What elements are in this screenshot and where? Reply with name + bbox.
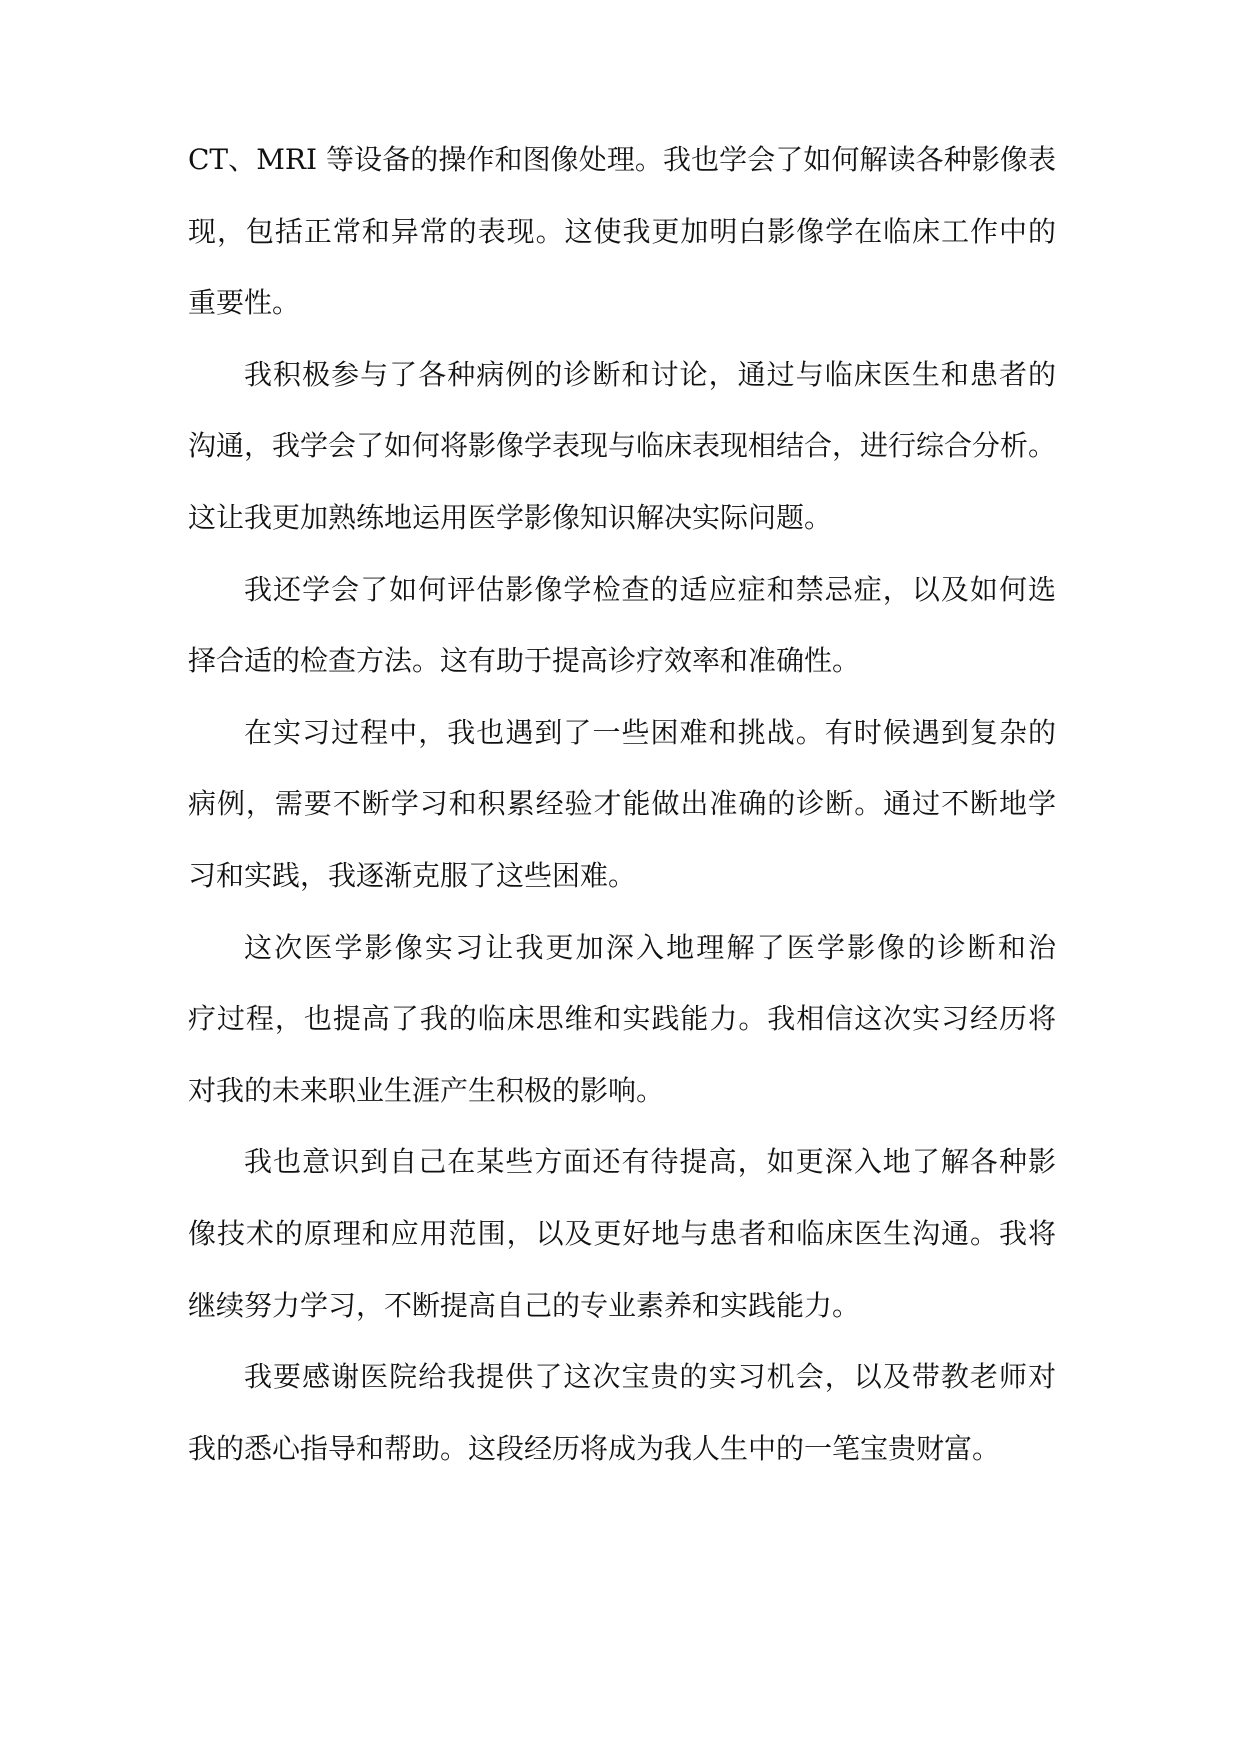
text-line: 择合适的检查方法。这有助于提高诊疗效率和准确性。 bbox=[188, 644, 861, 678]
body-text bbox=[188, 144, 1056, 1504]
text-line: 现，包括正常和异常的表现。这使我更加明白影像学在临床工作中的 bbox=[188, 214, 1056, 248]
text-line: 这让我更加熟练地运用医学影像知识解决实际问题。 bbox=[188, 500, 833, 534]
paragraph-first-line: 我要感谢医院给我提供了这次宝贵的实习机会，以及带教老师对 bbox=[244, 1360, 1056, 1394]
text-line: 对我的未来职业生涯产生积极的影响。 bbox=[188, 1073, 665, 1107]
paragraph-first-line: 我积极参与了各种病例的诊断和讨论，通过与临床医生和患者的 bbox=[244, 357, 1056, 391]
text-line: 像技术的原理和应用范围，以及更好地与患者和临床医生沟通。我将 bbox=[188, 1216, 1056, 1250]
paragraph-first-line: 我还学会了如何评估影像学检查的适应症和禁忌症，以及如何选 bbox=[244, 572, 1056, 606]
text-line: 重要性。 bbox=[188, 286, 301, 320]
text-line: 疗过程，也提高了我的临床思维和实践能力。我相信这次实习经历将 bbox=[188, 1002, 1056, 1036]
text-line: 病例，需要不断学习和积累经验才能做出准确的诊断。通过不断地学 bbox=[188, 787, 1056, 821]
paragraph-first-line: 我也意识到自己在某些方面还有待提高，如更深入地了解各种影 bbox=[244, 1145, 1056, 1179]
text-line: CT、MRI 等设备的操作和图像处理。我也学会了如何解读各种影像表 bbox=[188, 143, 1056, 176]
text-line: 沟通，我学会了如何将影像学表现与临床表现相结合，进行综合分析。 bbox=[188, 429, 1057, 463]
paragraph-first-line: 在实习过程中，我也遇到了一些困难和挑战。有时候遇到复杂的 bbox=[244, 715, 1056, 749]
text-line: 习和实践，我逐渐克服了这些困难。 bbox=[188, 858, 637, 892]
text-line: 我的悉心指导和帮助。这段经历将成为我人生中的一笔宝贵财富。 bbox=[188, 1431, 1001, 1465]
text-line: 继续努力学习，不断提高自己的专业素养和实践能力。 bbox=[188, 1288, 861, 1322]
paragraph-first-line: 这次医学影像实习让我更加深入地理解了医学影像的诊断和治 bbox=[244, 930, 1056, 964]
